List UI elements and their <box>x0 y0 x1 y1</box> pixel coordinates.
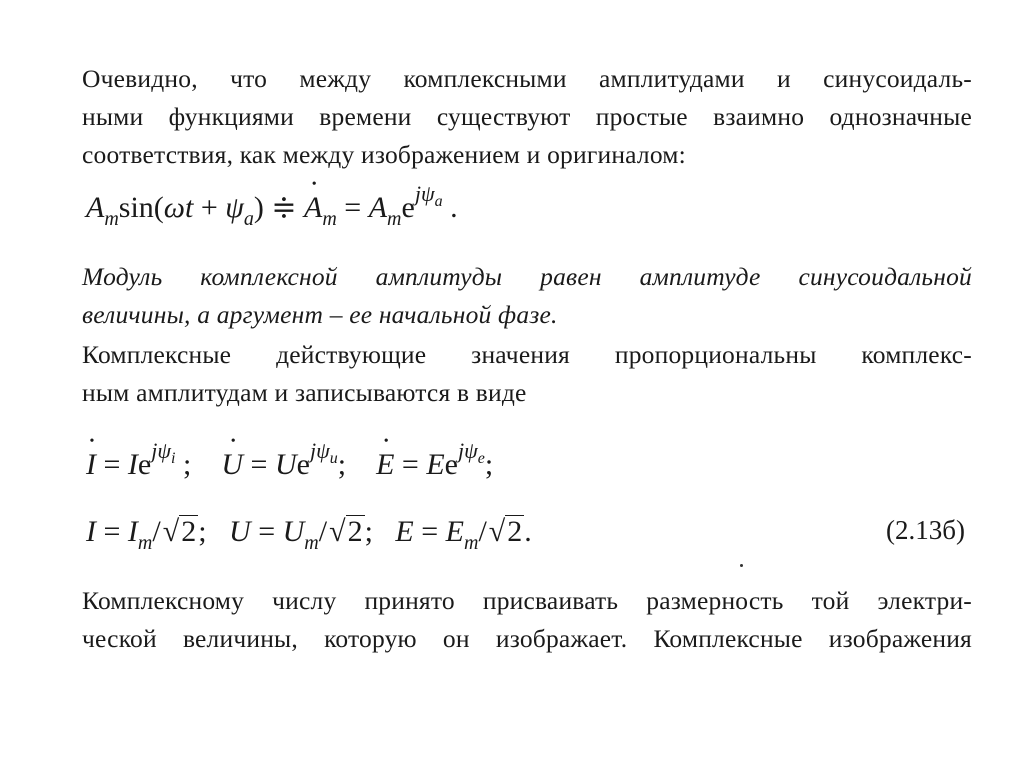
text-line: величины, а аргумент – ее начальной фазе. <box>82 300 558 329</box>
paragraph-intro <box>82 60 972 174</box>
text-line: ными функциями времени существуют простые взаимно однозначные <box>82 102 972 131</box>
formula-complex-effective-values: • $I = Ie^{j\psi_i}$ ; • $U = Ue^{j\psi_u}$; • $E = Ee^{j\psi_e}$; <box>86 448 493 482</box>
formula-rms-relation: $I = I_m/√2$; $U = U_m/√2$; $E = E_m/√2$. <box>86 515 532 554</box>
print-speck <box>740 564 743 567</box>
text-line: соответствия, как между изображением и оригиналом: <box>82 140 686 169</box>
text-line: Модуль комплексной амплитуды равен амплитуде синусоидальной <box>82 262 972 291</box>
text-line: ческой величины, которую он изображает. Комплексные изображения <box>82 624 972 653</box>
paragraph-modulus-definition <box>82 258 972 334</box>
formula-amplitude-correspondence: $A_m\sin(\omega t + \psi_a)$ ≑ • $A_m = A_me^{j\psi_a}$ . <box>86 190 458 225</box>
paragraph-effective-values <box>82 336 972 412</box>
text-line: Комплексному числу принято присваивать размерность той электри- <box>82 586 972 615</box>
text-line: ным амплитудам и записываются в виде <box>82 378 527 407</box>
text-line: Очевидно, что между комплексными амплитудами и синусоидаль- <box>82 64 972 93</box>
text-line: Комплексные действующие значения пропорциональны комплекс- <box>82 340 972 369</box>
paragraph-dimension <box>82 582 972 658</box>
equation-number: (2.13б) <box>886 515 965 545</box>
